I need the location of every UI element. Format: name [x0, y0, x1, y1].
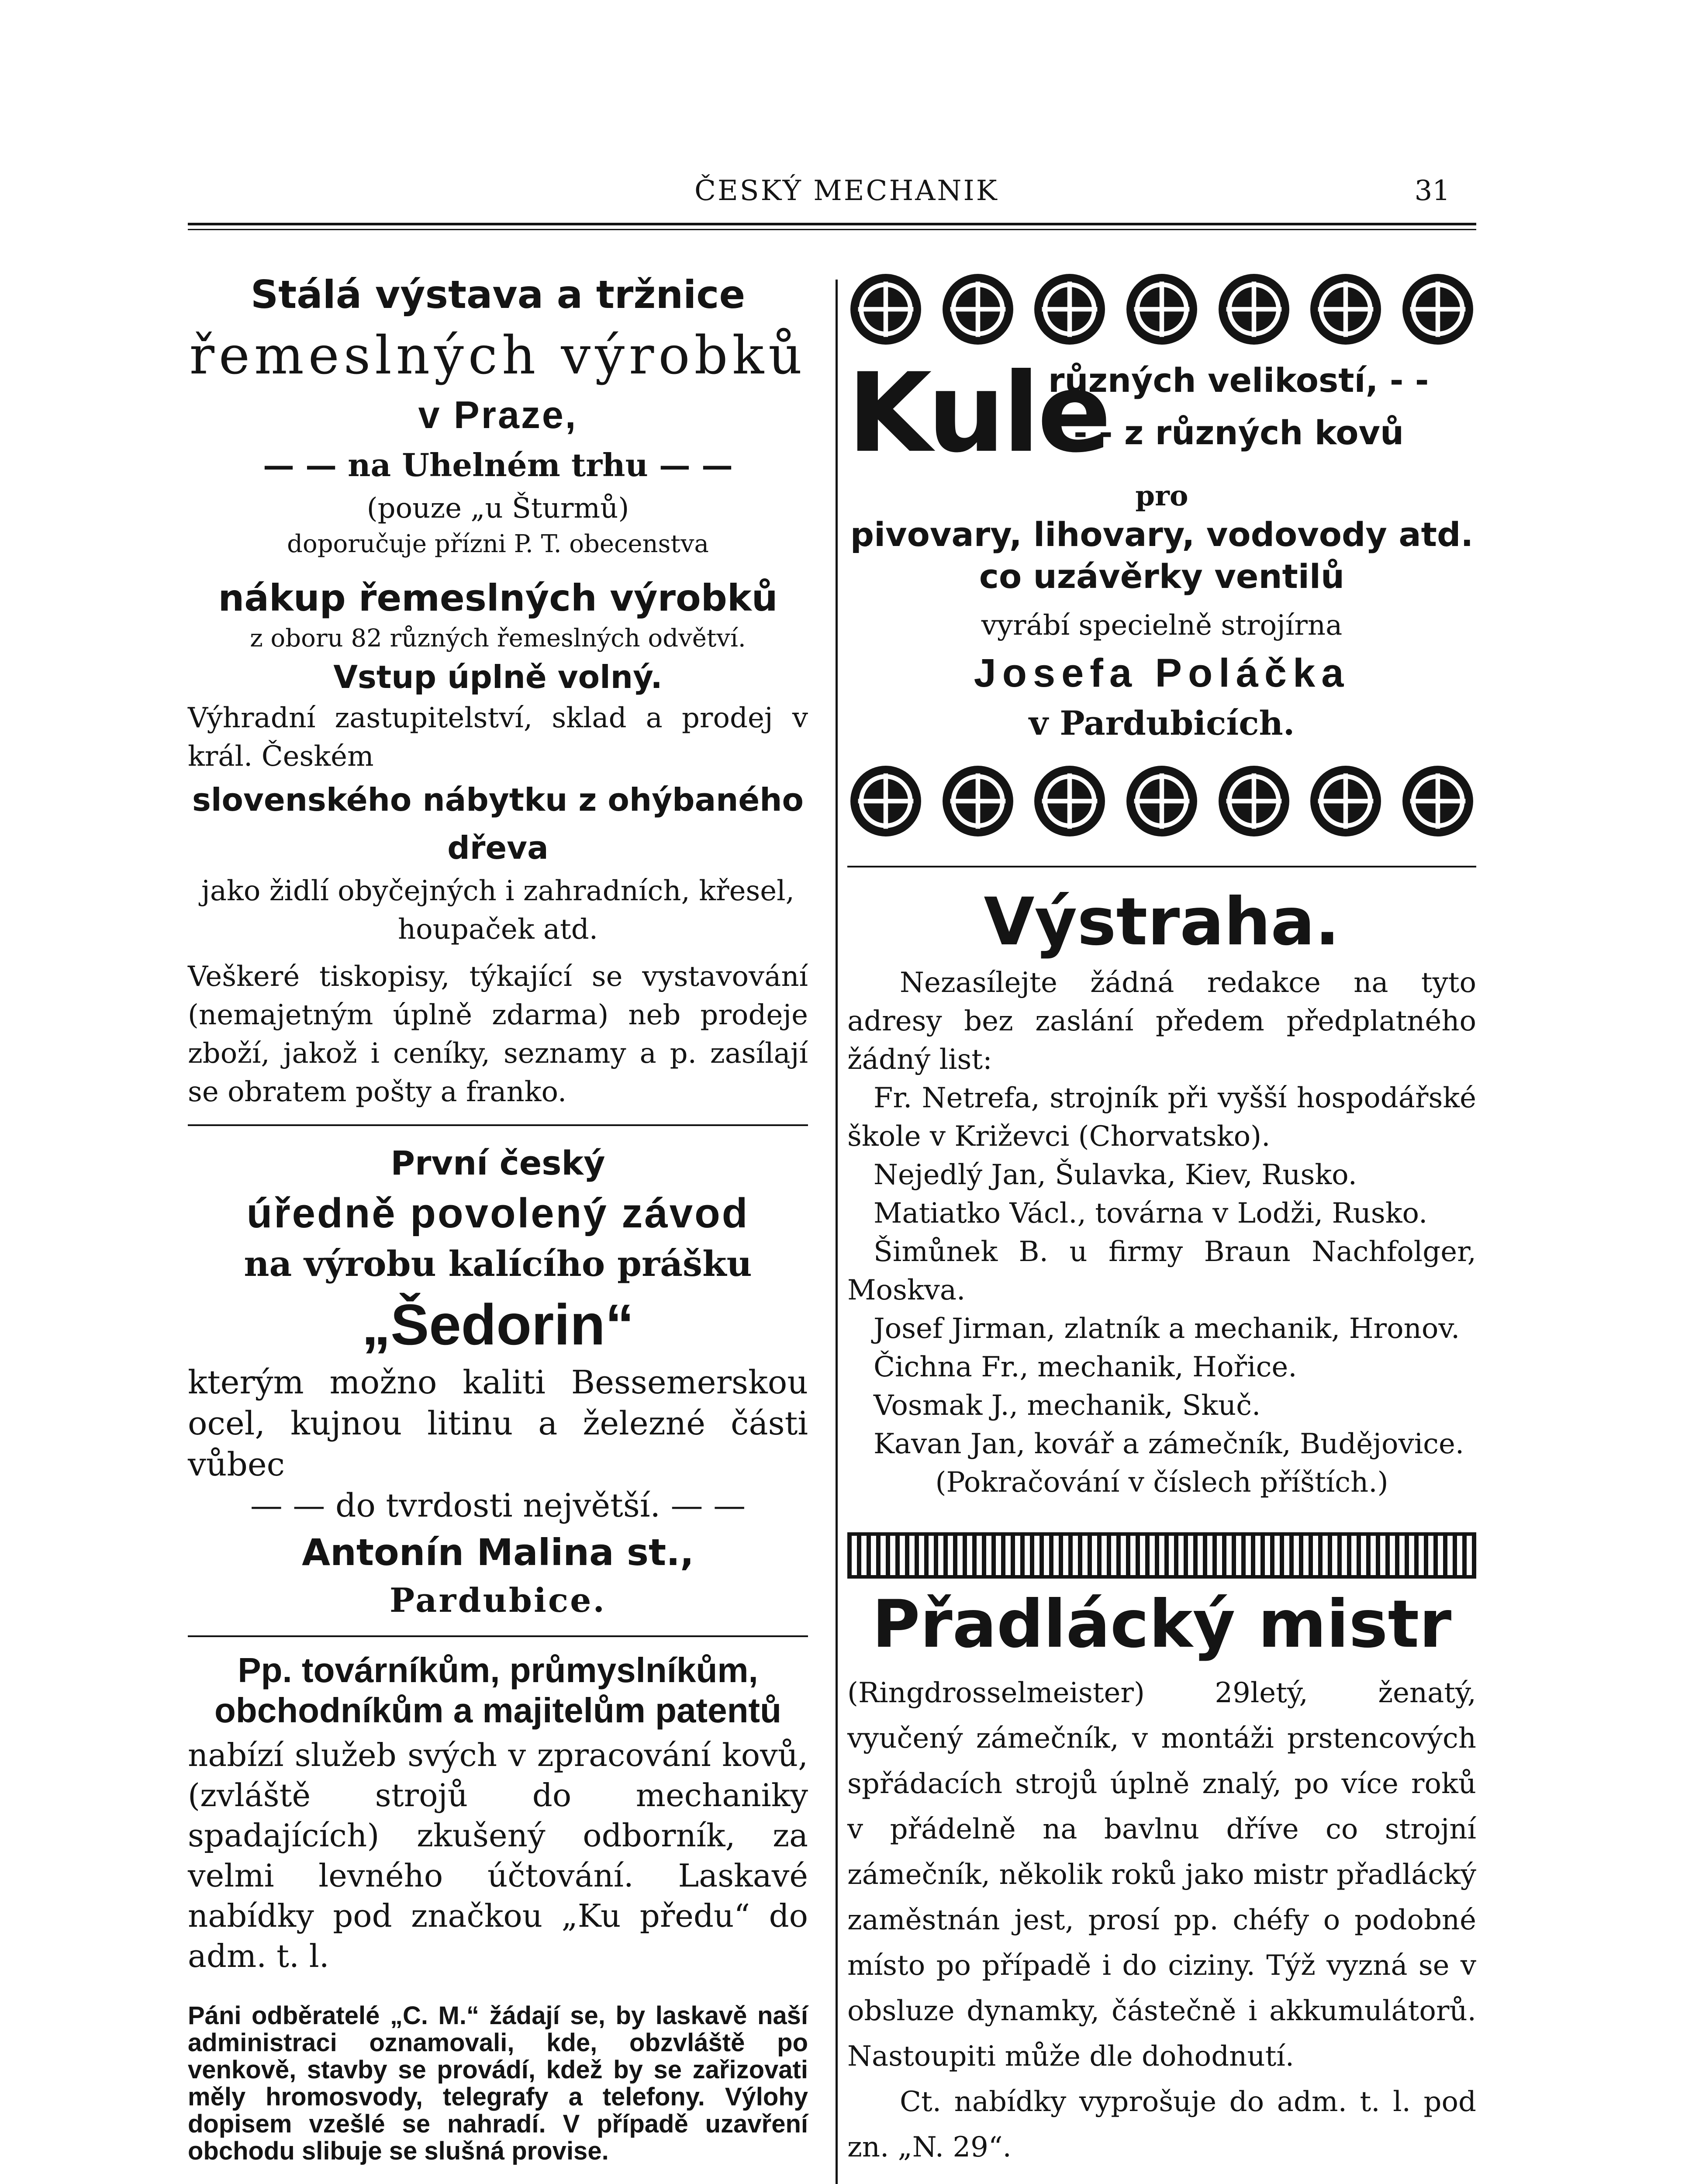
- ornament-icon: [1216, 271, 1292, 348]
- warning-notice: [847, 881, 1476, 1502]
- exhibition-ad: [188, 266, 808, 1111]
- warning-continued: (Pokračování v číslech příštích.): [935, 1466, 1388, 1499]
- company-city: Pardubice.: [390, 1581, 606, 1620]
- page-header: [188, 175, 1476, 210]
- ornament-icon: [1031, 763, 1108, 840]
- warning-title: Výstraha.: [984, 884, 1340, 960]
- company-name: Antonín Malina st.,: [302, 1531, 694, 1574]
- ornament-icon: [847, 271, 924, 348]
- page-number: 31: [1414, 175, 1450, 207]
- ornament-icon: [1031, 271, 1108, 348]
- ad-text: nabízí služeb svých v zpracování kovů, (zvláště strojů do mechaniky spadajících) zkušený odborník, za velmi levného účtování. Laskavé nabídky pod značkou „Ku předu“ do adm. t. l.: [188, 1737, 808, 1974]
- ad-text: pro: [1135, 480, 1188, 512]
- ornament-icon: [1123, 763, 1200, 840]
- ornament-icon: [1307, 763, 1384, 840]
- ad-note: (pouze „u Šturmů): [366, 492, 629, 525]
- ad-text: jako židlí obyčejných i zahradních, křesel, houpaček atd.: [201, 875, 794, 946]
- ad-text: - - - z různých kovů: [1048, 413, 1404, 452]
- ad-text: (Ringdrosselmeister) 29letý, ženatý, vyučený zámečník, v montáži prstencových spřádacích strojů úplně znalý, po více roků v přádelně na bavlnu dříve co strojní zámečník, několik roků jako mistr přadlácký zaměstnán jest, prosí pp. chéfy o podobné místo po případě i do ciziny. Týž vyzná se v obsluze dynamky, částečně i akkumulátorů. Nastoupiti může dle dohodnutí.: [847, 1677, 1476, 2073]
- divider: [847, 866, 1476, 867]
- ad-location: v Praze,: [418, 393, 578, 436]
- product-name: „Šedorin“: [362, 1292, 634, 1357]
- ad-text: Veškeré tiskopisy, týkající se vystavování (nemajetným úplně zdarma) neb prodeje zboží, jakož i ceníky, seznamy a p. zasílají se obratem pošty a franko.: [188, 961, 808, 1108]
- ad-heading: úředně povolený závod: [246, 1190, 749, 1237]
- ad-subheading: Vstup úplně volný.: [333, 659, 663, 695]
- warning-intro: Nezasílejte žádná redakce na tyto adresy bez zaslání předem předplatného žádný list:: [847, 967, 1476, 1076]
- journal-title: ČESKÝ MECHANIK: [694, 175, 999, 207]
- subscriber-notice: [188, 2002, 808, 2165]
- warning-entry: Vosmak J., mechanik, Skuč.: [874, 1389, 1261, 1422]
- divider: [188, 1635, 808, 1637]
- warning-entry: Josef Jirman, zlatník a mechanik, Hronov.: [874, 1313, 1460, 1345]
- warning-entry: Čichna Fr., mechanik, Hořice.: [874, 1351, 1297, 1383]
- ad-heading: Přadlácký mistr: [872, 1586, 1452, 1662]
- ad-heading-script: řemeslných výrobků: [189, 325, 807, 386]
- ad-text: Ct. nabídky vyprošuje do adm. t. l. pod zn. „N. 29“.: [847, 2086, 1476, 2163]
- decorative-strip: [847, 1532, 1476, 1579]
- ornament-icon: [1399, 763, 1476, 840]
- left-column: [188, 266, 808, 2165]
- warning-entry: Fr. Netrefa, strojník při vyšší hospodářské škole v Križevci (Chorvatsko).: [847, 1082, 1476, 1153]
- ad-heading: Stálá výstava a tržnice: [250, 272, 746, 317]
- ad-heading: První český: [390, 1144, 605, 1182]
- ad-subheading: nákup řemeslných výrobků: [218, 577, 778, 619]
- warning-entry: Matiatko Václ., továrna v Lodži, Rusko.: [874, 1197, 1428, 1230]
- kule-ad: [847, 348, 1476, 479]
- ornament-icon: [1307, 271, 1384, 348]
- ornament-icon: [1123, 271, 1200, 348]
- ad-subheading: na výrobu kalícího prášku: [244, 1243, 752, 1284]
- ad-text: pivovary, lihovary, vodovody atd. co uzávěrky ventilů: [850, 515, 1474, 596]
- ornament-icon: [847, 763, 924, 840]
- header-rule: [188, 223, 1476, 225]
- notice-text: Páni odběratelé „C. M.“ žádají se, by laskavě naší administraci oznamovali, kde, obzvláště po venkově, stavby se provádí, kdež by se zařizovati měly hromosvody, telegrafy a telefony. Výlohy dopisem vzešlé se nahradí. V případě uzavření obchodu slibuje se slušná provise.: [188, 2001, 808, 2165]
- company-city: v Pardubicích.: [1029, 704, 1295, 743]
- ad-heading: Pp. továrníkům, průmyslníkům, obchodníkům a majitelům patentů: [214, 1651, 781, 1730]
- ornament-icon: [939, 271, 1016, 348]
- ad-text: vyrábí specielně strojírna: [981, 609, 1343, 642]
- ornament-icon: [939, 763, 1016, 840]
- column-divider: [836, 280, 838, 2184]
- divider: [188, 1124, 808, 1126]
- spinning-master-ad: [847, 1579, 1476, 2170]
- ad-address: — — na Uhelném trhu — —: [263, 446, 733, 484]
- ad-subheading: slovenského nábytku z ohýbaného dřeva: [192, 781, 804, 866]
- warning-entry: Nejedlý Jan, Šulavka, Kiev, Rusko.: [874, 1159, 1357, 1191]
- ornament-icon: [1216, 763, 1292, 840]
- right-column: [847, 271, 1476, 2184]
- ad-text: z oboru 82 různých řemeslných odvětví.: [250, 624, 746, 653]
- kule-word: Kule: [847, 349, 1109, 477]
- ornament-row: [847, 271, 1476, 348]
- ad-text: různých velikostí, - -: [1048, 361, 1429, 400]
- ad-text: — — do tvrdosti největší. — —: [250, 1487, 746, 1524]
- ad-text: kterým možno kaliti Bessemerskou ocel, kujnou litinu a železné části vůbec: [188, 1364, 808, 1483]
- ad-text: doporučuje přízni P. T. obecenstva: [287, 530, 709, 558]
- warning-entry: Kavan Jan, kovář a zámečník, Budějovice.: [874, 1428, 1464, 1460]
- company-name: Josefa Poláčka: [974, 651, 1350, 695]
- ornament-row: [847, 763, 1476, 840]
- ornament-icon: [1399, 271, 1476, 348]
- header-rule-thin: [188, 229, 1476, 230]
- sedorin-ad: [188, 1139, 808, 1622]
- warning-entry: Šimůnek B. u firmy Braun Nachfolger, Moskva.: [847, 1236, 1476, 1306]
- ad-text: Výhradní zastupitelství, sklad a prodej v král. Českém: [188, 702, 808, 773]
- specialist-ad: [188, 1650, 808, 1976]
